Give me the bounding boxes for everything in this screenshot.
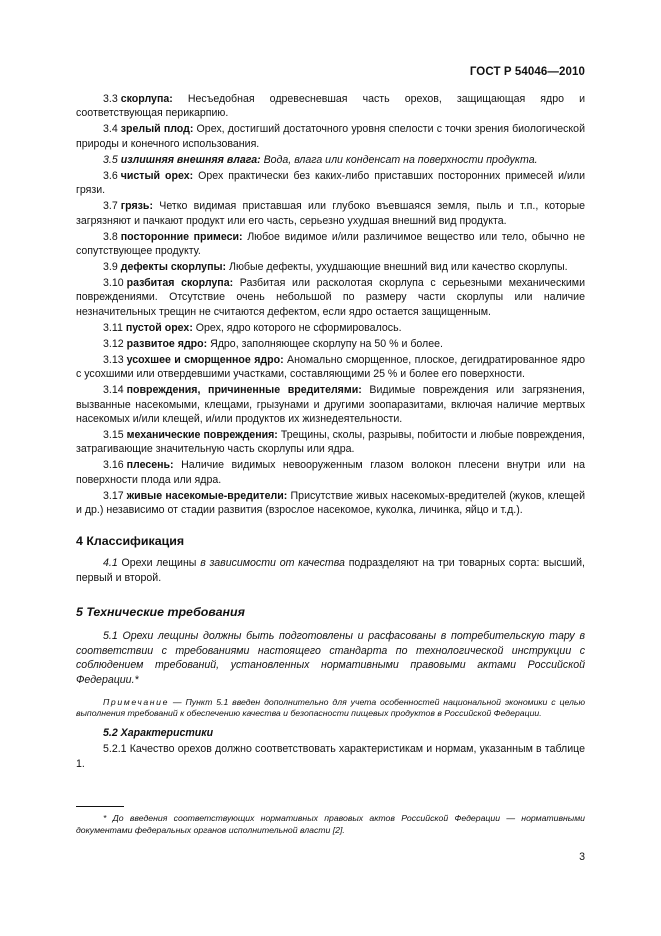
term-text: Любые дефекты, ухудшающие внешний вид или качество скорлупы. [226, 261, 568, 274]
paragraph-text: Качество орехов должно соответствовать характеристикам и нормам, указанным в таблице 1. [76, 743, 585, 770]
paragraph-5-2-1 [76, 742, 585, 771]
term-number: 3.13 [103, 353, 124, 366]
term-name: плесень: [126, 459, 174, 472]
term-definition [76, 383, 585, 426]
term-text: Несъедобная одревесневшая часть орехов, защищающая ядро и соответствующая перикарпию. [76, 93, 585, 120]
term-definition [76, 199, 585, 228]
paragraph-number: 5.1 [103, 630, 118, 643]
document-header: ГОСТ Р 54046—2010 [469, 66, 585, 78]
term-definition [76, 92, 585, 121]
term-text: Присутствие живых насекомых-вредителей (жуков, клещей и др.) независимо от стадии развития (взрослое насекомое, куколка, личинка, яйцо и т.д.). [76, 489, 585, 517]
term-text: Четко видимая приставшая или глубоко въевшаяся земля, пыль и т.п., которые загрязняют и пачкают продукт или его часть, серьезно ухудшая внешний вид продукта. [76, 200, 585, 227]
term-definition [76, 489, 585, 518]
term-name: зрелый плод: [120, 123, 194, 136]
term-text: Разбитая или расколотая скорлупа с серьезными механическими повреждениями. Отсутствие очень небольшой по размеру части скорлупы или наличие незначительных трещин не считаются дефектом, если ядро остается защищенным. [76, 277, 585, 318]
term-number: 3.17 [103, 489, 124, 502]
term-definition [76, 337, 585, 351]
term-name: посторонние примеси: [120, 230, 243, 243]
term-name: грязь: [120, 200, 153, 213]
term-definition [76, 276, 585, 319]
footnote-divider [76, 806, 124, 807]
note-label: Примечание [103, 696, 170, 707]
note [76, 697, 585, 720]
term-definition [76, 260, 585, 274]
term-text: Вода, влага или конденсат на поверхности продукта. [260, 153, 538, 166]
term-number: 3.14 [103, 384, 124, 397]
section-4-heading: 4 Классификация [76, 533, 185, 548]
term-name: излишняя внешняя влага: [120, 153, 261, 166]
terms-list [76, 92, 585, 518]
term-definition [76, 230, 585, 259]
term-text: Ядро, заполняющее скорлупу на 50 % и более. [207, 337, 443, 350]
term-text: Аномально сморщенное, плоское, дегидратированное ядро с усохшими или отвердевшими участками, составляющими 25 % и более его поверхности. [76, 353, 585, 381]
note-text: — Пункт 5.1 введен дополнительно для учета особенностей национальной экономики с целью выполнения требований к обеспечению качества и безопасности пищевых продуктов в Российской Федерации. [76, 696, 585, 719]
term-name: разбитая скорлупа: [126, 277, 234, 290]
term-number: 3.12 [103, 337, 124, 350]
term-name: повреждения, причиненные вредителями: [126, 384, 362, 397]
term-name: скорлупа: [120, 93, 173, 105]
term-name: живые насекомые-вредители: [126, 489, 288, 502]
term-name: механические повреждения: [126, 429, 278, 442]
term-name: чистый орех: [120, 169, 194, 182]
term-number: 3.3 [103, 93, 118, 105]
paragraph-text: подразделяют на три товарных сорта: высший, первый и второй. [76, 557, 585, 584]
term-name: дефекты скорлупы: [120, 261, 227, 274]
term-number: 3.15 [103, 429, 124, 442]
term-name: усохшее и сморщенное ядро: [126, 353, 284, 366]
term-definition [76, 428, 585, 457]
term-text: Наличие видимых невооруженным глазом волокон плесени внутри или на поверхности плода или ядра. [76, 459, 585, 486]
term-definition [76, 458, 585, 487]
term-number: 3.9 [103, 261, 118, 274]
page-content [76, 92, 585, 773]
term-definition [76, 122, 585, 151]
paragraph-number: 4.1 [103, 557, 118, 570]
term-number: 3.16 [103, 459, 124, 472]
term-number: 3.7 [103, 200, 118, 213]
term-name: пустой орех: [125, 321, 193, 334]
term-number: 3.4 [103, 123, 118, 136]
term-text: Трещины, сколы, разрывы, побитости и любые повреждения, затрагивающие значительную часть скорлупы или ядра. [76, 429, 585, 456]
term-definition [76, 353, 585, 382]
term-number: 3.10 [103, 277, 124, 290]
term-definition [76, 321, 585, 335]
term-text: Орех, ядро которого не сформировалось. [192, 321, 402, 334]
term-text: Орех практически без каких-либо приставших посторонних примесей и/или грязи. [76, 169, 585, 197]
footnote: * До введения соответствующих нормативных правовых актов Российской Федерации — нормативными документами федеральных органов исполнительной власти [2]. [76, 813, 585, 835]
term-text: Орех, достигший достаточного уровня спелости с точки зрения биологической природы и конечного использования. [76, 123, 585, 150]
paragraph-5-1 [76, 629, 585, 687]
term-number: 3.5 [103, 153, 118, 166]
paragraph-4-1 [76, 556, 585, 585]
term-definition [76, 169, 585, 198]
subsection-5-2-heading: 5.2 Характеристики [103, 726, 214, 739]
term-number: 3.11 [103, 321, 123, 334]
paragraph-text: Орехи лещины должны быть подготовлены и расфасованы в потребительскую тару в соответствии с требованиями настоящего стандарта по технологической инструкции с соблюдением требований, установленных нормативными правовыми актами Российской Федерации.* [76, 630, 585, 686]
term-name: развитое ядро: [126, 337, 208, 350]
paragraph-text: Орехи лещины [117, 557, 201, 570]
section-5-heading: 5 Технические требования [76, 604, 245, 619]
paragraph-number: 5.2.1 [103, 743, 127, 756]
term-number: 3.8 [103, 230, 118, 243]
term-text: Видимые повреждения или загрязнения, вызванные насекомыми, клещами, грызунами и другими зоопаразитами, включая наличие мертвых насекомых и/или клещей, и/или продуктов их жизнедеятельности. [76, 384, 585, 426]
term-definition [76, 153, 585, 167]
paragraph-emphasis: в зависимости от качества [200, 557, 345, 570]
term-number: 3.6 [103, 169, 118, 182]
page-number: 3 [579, 851, 585, 863]
term-text: Любое видимое и/или различимое вещество или тело, обычно не сопутствующее продукту. [76, 230, 585, 258]
